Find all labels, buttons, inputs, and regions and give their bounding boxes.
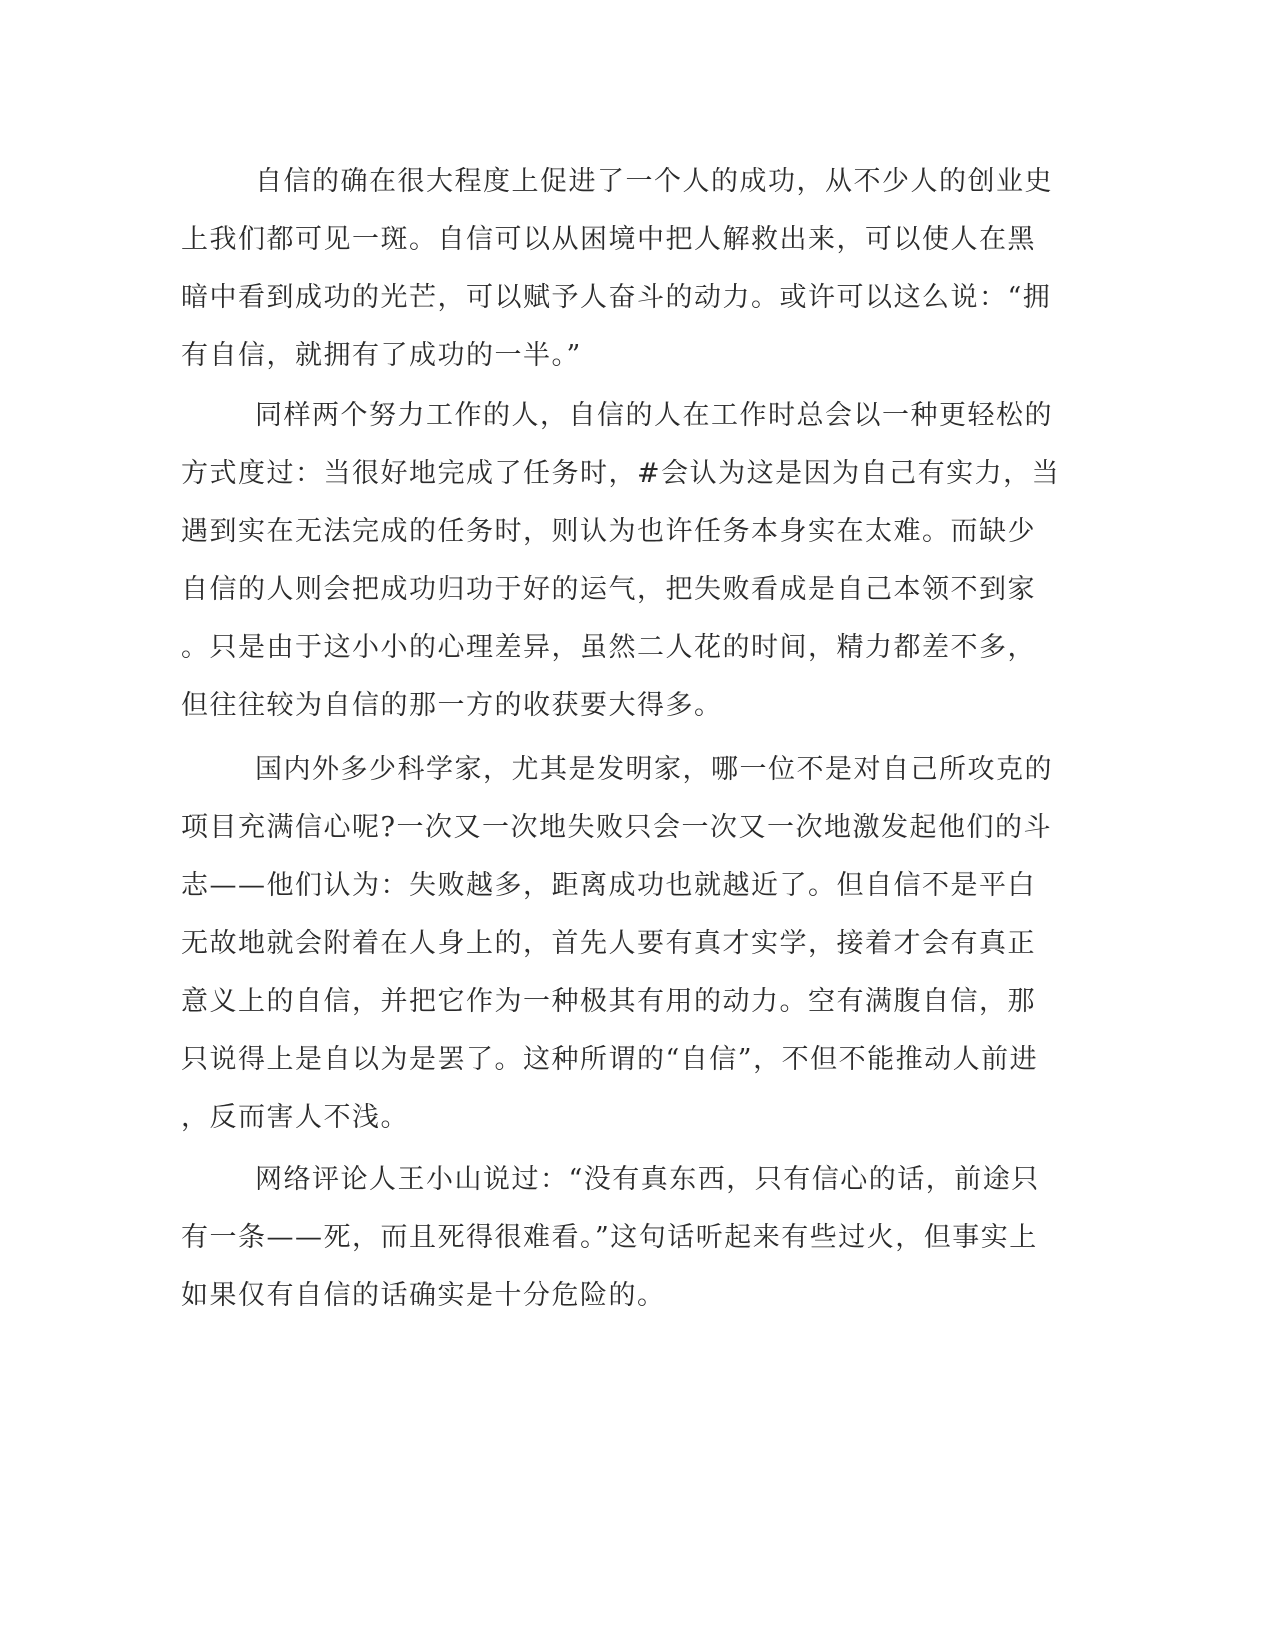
paragraph-line: 国内外多少科学家，尤其是发明家，哪一位不是对自己所攻克的: [255, 754, 1053, 785]
paragraph-line: 上我们都可见一斑。自信可以从困境中把人解救出来，可以使人在黑: [181, 224, 1036, 255]
paragraph-1: [181, 153, 1053, 385]
paragraph-line: 志——他们认为：失败越多，距离成功也就越近了。但自信不是平白: [181, 870, 1036, 901]
paragraph-line: 暗中看到成功的光芒，可以赋予人奋斗的动力。或许可以这么说：“拥: [181, 282, 1052, 313]
paragraph-line: 。只是由于这小小的心理差异，虽然二人花的时间，精力都差不多，: [181, 632, 1036, 663]
paragraph-3: [181, 741, 1053, 1147]
paragraph-line: 遇到实在无法完成的任务时，则认为也许任务本身实在太难。而缺少: [181, 516, 1036, 547]
paragraph-4: [181, 1151, 1041, 1325]
paragraph-line: 只说得上是自以为是罢了。这种所谓的“自信”，不但不能推动人前进: [181, 1044, 1039, 1075]
paragraph-line: 意义上的自信，并把它作为一种极其有用的动力。空有满腹自信，那: [181, 986, 1036, 1017]
paragraph-2: [181, 387, 1061, 735]
paragraph-line: 如果仅有自信的话确实是十分危险的。: [181, 1280, 666, 1311]
paragraph-line: 自信的确在很大程度上促进了一个人的成功，从不少人的创业史: [255, 166, 1053, 197]
paragraph-line: 项目充满信心呢?一次又一次地失败只会一次又一次地激发起他们的斗: [181, 812, 1052, 843]
paragraph-line: 无故地就会附着在人身上的，首先人要有真才实学，接着才会有真正: [181, 928, 1036, 959]
paragraph-line: 网络评论人王小山说过：“没有真东西，只有信心的话，前途只: [255, 1164, 1040, 1195]
paragraph-line: 方式度过：当很好地完成了任务时，#会认为这是因为自己有实力，当: [181, 458, 1061, 489]
paragraph-line: 但往往较为自信的那一方的收获要大得多。: [181, 690, 723, 721]
paragraph-line: 有一条——死，而且死得很难看。”这句话听起来有些过火，但事实上: [181, 1222, 1038, 1253]
paragraph-line: 有自信，就拥有了成功的一半。”: [181, 340, 582, 371]
paragraph-line: 同样两个努力工作的人，自信的人在工作时总会以一种更轻松的: [255, 400, 1053, 431]
paragraph-line: ，反而害人不浅。: [181, 1102, 409, 1133]
paragraph-line: 自信的人则会把成功归功于好的运气，把失败看成是自己本领不到家: [181, 574, 1036, 605]
